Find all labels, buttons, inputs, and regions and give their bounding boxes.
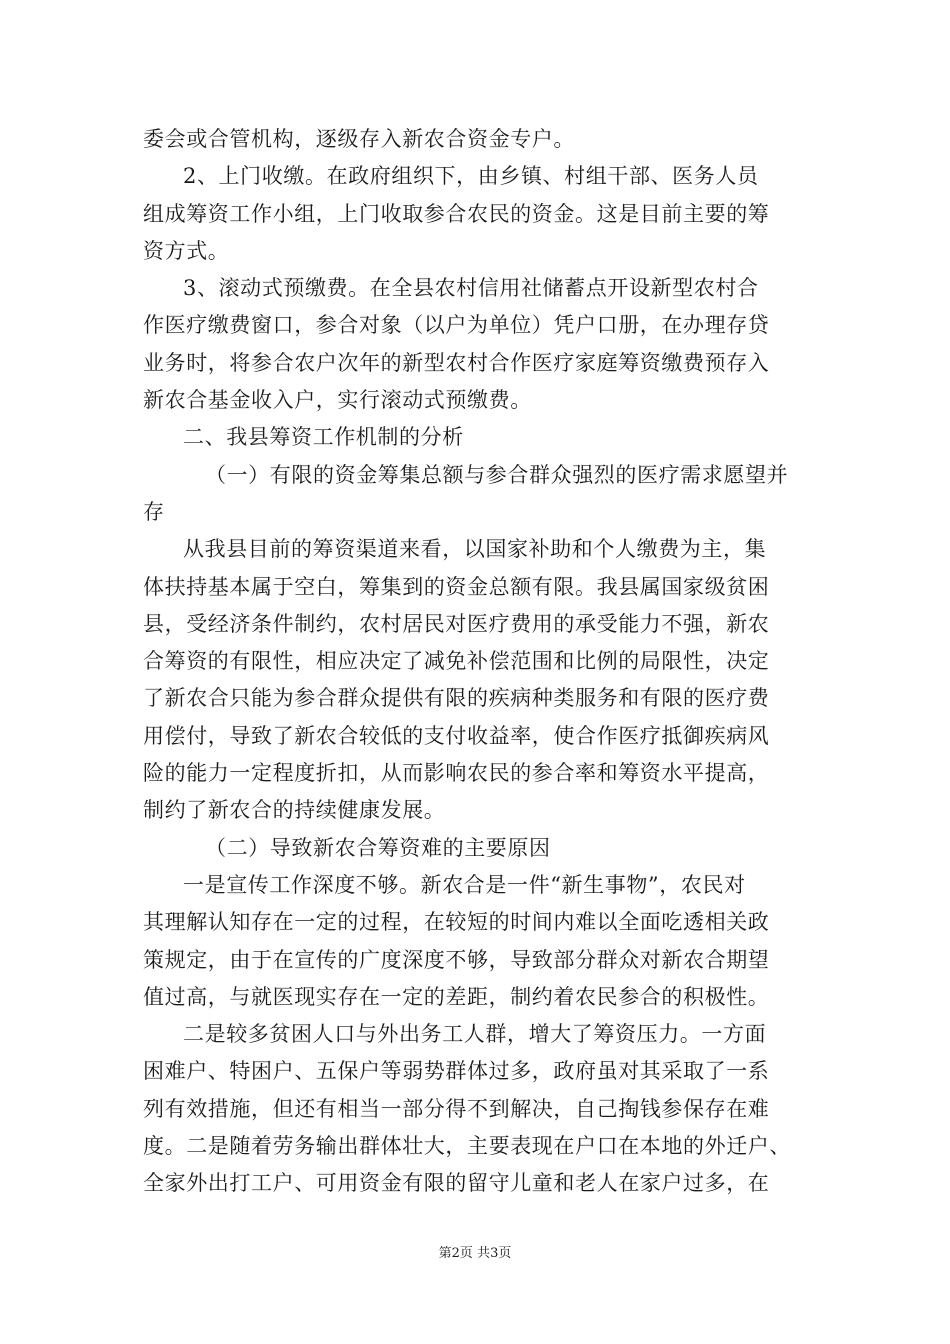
- text-line: 资方式。: [143, 238, 230, 263]
- text-line: 业务时，将参合农户次年的新型农村合作医疗家庭筹资缴费预存入: [143, 350, 770, 375]
- text-line: 值过高，与就医现实存在一定的差距，制约着农民参合的积极性。: [143, 984, 770, 1009]
- text-line: 新农合基金收入户，实行滚动式预缴费。: [143, 388, 532, 413]
- text-line: 其理解认知存在一定的过程，在较短的时间内难以全面吃透相关政: [143, 910, 770, 935]
- text-line: 困难户、特困户、五保户等弱势群体过多，政府虽对其采取了一系: [143, 1059, 770, 1084]
- page-footer: [0, 1246, 950, 1262]
- text-line: 度。二是随着劳务输出群体壮大，主要表现在户口在本地的外迁户、: [143, 1134, 791, 1159]
- text-line: 体扶持基本属于空白，筹集到的资金总额有限。我县属国家级贫困: [143, 574, 770, 599]
- text-line: （一）有限的资金筹集总额与参合群众强烈的医疗需求愿望并: [205, 462, 789, 487]
- text-line: 存: [143, 499, 165, 524]
- text-line: 合筹资的有限性，相应决定了减免补偿范围和比例的局限性，决定: [143, 649, 770, 674]
- text-line: 制约了新农合的持续健康发展。: [143, 798, 446, 823]
- document-body: [143, 121, 809, 1203]
- footer-prefix: 第: [438, 1246, 452, 1261]
- text-line: 二、我县筹资工作机制的分析: [183, 425, 464, 450]
- text-line: 策规定，由于在宣传的广度深度不够，导致部分群众对新农合期望: [143, 947, 770, 972]
- text-line: 了新农合只能为参合群众提供有限的疾病种类服务和有限的医疗费: [143, 686, 770, 711]
- text-line: 3、滚动式预缴费。在全县农村信用社储蓄点开设新型农村合: [183, 276, 759, 301]
- footer-total-pages: 3: [490, 1246, 499, 1261]
- text-line: 全家外出打工户、可用资金有限的留守儿童和老人在家户过多，在: [143, 1171, 770, 1196]
- text-line: 从我县目前的筹资渠道来看，以国家补助和个人缴费为主，集: [183, 537, 767, 562]
- footer-current-page: 2: [451, 1246, 460, 1261]
- text-line: 用偿付，导致了新农合较低的支付收益率，使合作医疗抵御疾病风: [143, 723, 770, 748]
- text-line: 作医疗缴费窗口，参合对象（以户为单位）凭户口册，在办理存贷: [143, 313, 770, 338]
- text-line: 一是宣传工作深度不够。新农合是一件“新生事物”，农民对: [183, 872, 746, 897]
- text-line: 县，受经济条件制约，农村居民对医疗费用的承受能力不强，新农: [143, 611, 770, 636]
- footer-suffix: 页: [498, 1246, 512, 1261]
- text-line: （二）导致新农合筹资难的主要原因: [205, 835, 551, 860]
- text-line: 二是较多贫困人口与外出务工人群，增大了筹资压力。一方面: [183, 1022, 767, 1047]
- text-line: 列有效措施，但还有相当一部分得不到解决，自己掏钱参保存在难: [143, 1096, 770, 1121]
- text-line: 2、上门收缴。在政府组织下，由乡镇、村组干部、医务人员: [183, 164, 759, 189]
- text-line: 委会或合管机构，逐级存入新农合资金专户。: [143, 127, 575, 151]
- text-line: 组成筹资工作小组，上门收取参合农民的资金。这是目前主要的筹: [143, 201, 770, 226]
- text-line: 险的能力一定程度折扣，从而影响农民的参合率和筹资水平提高，: [143, 761, 770, 786]
- footer-middle: 页 共: [459, 1246, 491, 1261]
